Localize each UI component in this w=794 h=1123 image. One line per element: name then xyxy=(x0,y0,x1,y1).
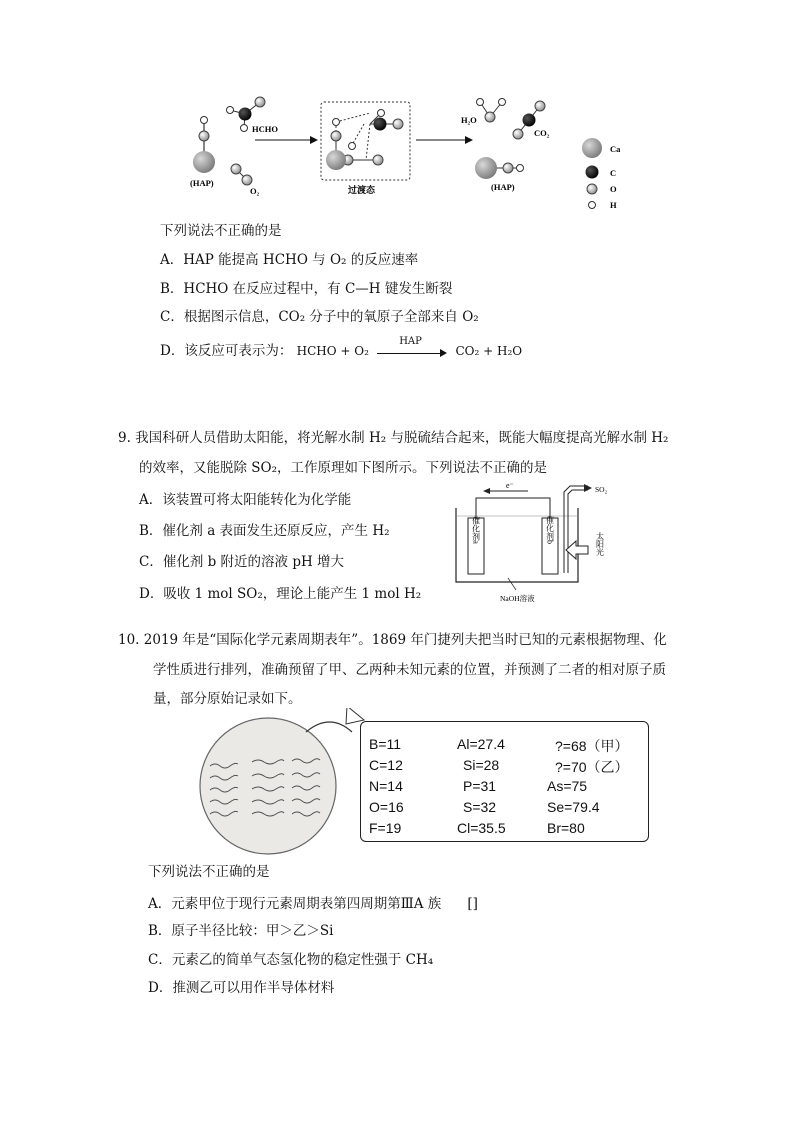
q8-d-prefix: D．该反应可表示为： xyxy=(160,343,293,359)
hap-right-label: (HAP) xyxy=(491,182,515,192)
table-row: O=16 xyxy=(369,799,404,815)
q8-option-c: C．根据图示信息，CO₂ 分子中的氧原子全部来自 O₂ xyxy=(160,309,479,325)
table-row: F=19 xyxy=(369,820,402,836)
q8-d-left: HCHO + O₂ xyxy=(296,344,369,358)
h2o-label: H₂O xyxy=(461,115,477,125)
q9-stem-line1: 9. 我国科研人员借助太阳能，将光解水制 H₂ 与脱硫结合起来，既能大幅度提高光解水制 H₂ xyxy=(118,430,669,446)
sunlight-arrow-icon xyxy=(566,541,588,559)
q8-option-b: B．HCHO 在反应过程中，有 C—H 键发生断裂 xyxy=(160,281,453,297)
hap-right-molecule xyxy=(475,157,524,179)
transition-state-molecule xyxy=(326,110,403,171)
q10-stem-line3: 量，部分原始记录如下。 xyxy=(153,691,302,707)
reaction-arrow xyxy=(377,335,447,358)
sunlight-label: 太阳光 xyxy=(595,532,605,556)
manuscript-magnifier-image xyxy=(196,708,366,858)
table-row: P=31 xyxy=(463,778,497,794)
q9-option-a: A．该装置可将太阳能转化为化学能 xyxy=(139,492,352,508)
transition-label: 过渡态 xyxy=(348,185,376,195)
table-row: N=14 xyxy=(369,778,403,794)
table-row: ?=70（乙） xyxy=(555,759,629,775)
table-row: Al=27.4 xyxy=(457,736,505,752)
hap-left-label: (HAP) xyxy=(190,178,214,188)
table-row: ?=68（甲） xyxy=(555,738,629,754)
q8-option-d xyxy=(160,335,523,359)
q9-option-d: D．吸收 1 mol SO₂，理论上能产生 1 mol H₂ xyxy=(139,586,422,602)
o-atom-icon xyxy=(587,184,597,194)
q9-option-b: B．催化剂 a 表面发生还原反应，产生 H₂ xyxy=(139,523,390,539)
hap-left-molecule xyxy=(193,117,215,174)
table-row: B=11 xyxy=(369,736,402,752)
c-atom-icon xyxy=(586,166,599,179)
mendeleev-table-box xyxy=(360,721,649,842)
solution-label: NaOH溶液 xyxy=(500,594,535,603)
table-row: C=12 xyxy=(369,757,403,773)
atom-legend xyxy=(582,138,621,210)
table-row: S=32 xyxy=(463,799,497,815)
ca-atom-icon xyxy=(582,138,602,158)
answer-bracket: [] xyxy=(467,896,478,912)
co2-label: CO₂ xyxy=(534,128,550,138)
table-row: Si=28 xyxy=(463,757,500,773)
table-row: As=75 xyxy=(547,778,588,794)
h2o-molecule xyxy=(477,99,506,123)
h-atom-icon xyxy=(589,202,596,209)
q10-stem-line2: 学性质进行排列，准确预留了甲、乙两种未知元素的位置，并预测了二者的相对原子质 xyxy=(153,662,666,678)
q10-option-d: D．推测乙可以用作半导体材料 xyxy=(148,980,335,996)
hap-reaction-diagram xyxy=(180,90,630,220)
hcho-label: HCHO xyxy=(252,124,278,134)
o2-label: O₂ xyxy=(250,186,260,196)
table-row: Cl=35.5 xyxy=(457,820,506,836)
q8-stem: 下列说法不正确的是 xyxy=(160,223,282,239)
q8-d-right: CO₂ + H₂O xyxy=(455,344,523,358)
legend-h-label: H xyxy=(610,200,617,210)
q10-option-a: A．元素甲位于现行元素周期表第四周期第ⅢA 族 [] xyxy=(148,896,478,912)
q9-stem-line2: 的效率，又能脱除 SO₂，工作原理如下图所示。下列说法不正确的是 xyxy=(139,460,548,476)
legend-o-label: O xyxy=(610,184,617,194)
legend-c-label: C xyxy=(610,168,617,178)
q10-stem: 下列说法不正确的是 xyxy=(148,864,270,880)
photocatalysis-cell-diagram xyxy=(448,478,623,608)
reaction-condition: HAP xyxy=(399,335,422,347)
q10-option-b: B．原子半径比较：甲＞乙＞Si xyxy=(148,923,334,939)
cat-a-label: 催化剂a xyxy=(471,516,481,544)
o2-molecule xyxy=(231,164,252,185)
table-row: Br=80 xyxy=(547,820,585,836)
table-row: Se=79.4 xyxy=(547,799,600,815)
q10-option-c: C．元素乙的简单气态氢化物的稳定性强于 CH₄ xyxy=(148,952,434,968)
cat-b-label: 催化剂b xyxy=(545,516,555,544)
legend-ca-label: Ca xyxy=(610,144,621,154)
q10-stem-line1: 10. 2019 年是“国际化学元素周期表年”。1869 年门捷列夫把当时已知的元素根据物理、化 xyxy=(118,632,667,648)
so2-label: SO₂ xyxy=(595,485,608,494)
q9-option-c: C．催化剂 b 附近的溶液 pH 增大 xyxy=(139,554,345,570)
electron-label: e⁻ xyxy=(506,481,514,490)
q8-option-a: A．HAP 能提高 HCHO 与 O₂ 的反应速率 xyxy=(160,252,419,268)
